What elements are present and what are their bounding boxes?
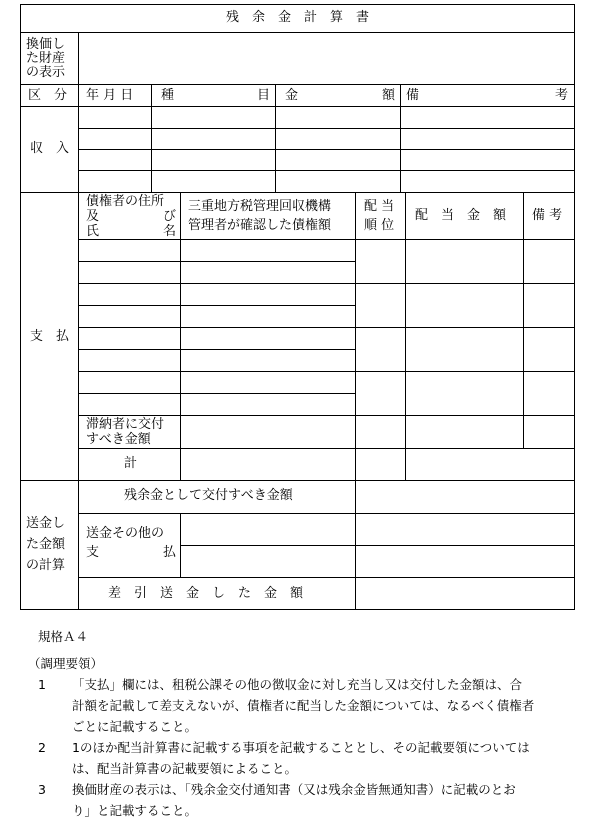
pay-head-rank-2: 順 位 bbox=[364, 218, 395, 233]
divider-pay-dividend bbox=[523, 192, 524, 448]
header-remark-start: 備 bbox=[406, 88, 420, 103]
other-payment-label-1: 送金その他の bbox=[86, 526, 165, 541]
note-line: 「支払」欄には、租税公課その他の徴収金に対し充当し又は交付した金額は、合 bbox=[72, 677, 523, 692]
note-item bbox=[28, 779, 588, 821]
pay-head-remark: 備 考 bbox=[532, 208, 563, 223]
payment-label: 支 払 bbox=[30, 329, 70, 344]
pay-group-rule bbox=[78, 327, 575, 328]
border-left bbox=[20, 4, 21, 610]
header-date: 年 月 日 bbox=[86, 88, 134, 103]
header-amount-end: 額 bbox=[382, 88, 396, 103]
divider-pay-creditor bbox=[180, 192, 181, 480]
border-top bbox=[20, 4, 575, 5]
conversion-label-3: の表示 bbox=[26, 65, 66, 80]
pay-head-creditor-2a: 及 bbox=[86, 209, 100, 224]
divider-amount bbox=[400, 84, 401, 192]
pay-head-creditor-3b: 名 bbox=[163, 224, 177, 239]
note-number: 1 bbox=[38, 677, 46, 692]
net-remitted-label: 差 引 送 金 し た 金 額 bbox=[108, 586, 304, 601]
header-kubun: 区 分 bbox=[28, 88, 68, 103]
note-line: 計額を記載して差支えないが、債権者に配当した金額については、なるべく債権者 bbox=[72, 698, 535, 713]
pay-group-rule bbox=[78, 448, 575, 449]
header-item-start: 種 bbox=[161, 88, 175, 103]
income-label: 収 入 bbox=[30, 141, 70, 156]
remit-rule bbox=[180, 545, 575, 546]
divider-date bbox=[151, 84, 152, 192]
remit-label-3: の計算 bbox=[26, 558, 66, 573]
notes-heading: （調理要領） bbox=[28, 656, 104, 671]
header-amount-start: 金 bbox=[285, 88, 299, 103]
total-label: 計 bbox=[124, 456, 138, 471]
pay-head-dividend: 配 当 金 額 bbox=[415, 208, 507, 223]
pay-group-rule bbox=[78, 371, 575, 372]
income-row-rule bbox=[78, 128, 575, 129]
rule-title bbox=[20, 32, 575, 33]
delinquent-label-1: 滞納者に交付 bbox=[86, 417, 165, 432]
residual-calculation-form bbox=[20, 4, 574, 610]
size-spec: 規格Ａ４ bbox=[38, 629, 89, 644]
pay-head-creditor-2b: び bbox=[163, 209, 177, 224]
divider-pay-confirmed bbox=[355, 192, 356, 480]
remit-rule bbox=[78, 513, 575, 514]
border-right bbox=[574, 4, 575, 610]
divider-left bbox=[78, 32, 79, 610]
income-row-rule bbox=[78, 170, 575, 171]
pay-head-creditor-3a: 氏 bbox=[86, 224, 100, 239]
other-payment-label-2b: 払 bbox=[163, 545, 177, 560]
pay-sub-rule bbox=[78, 261, 356, 262]
other-payment-label-2a: 支 bbox=[86, 545, 100, 560]
conversion-label-1: 換価し bbox=[26, 37, 66, 52]
pay-head-creditor-1: 債権者の住所 bbox=[86, 194, 165, 209]
income-row-rule bbox=[78, 149, 575, 150]
rule-conversion bbox=[20, 84, 575, 85]
note-line: 換価財産の表示は、「残余金交付通知書（又は残余金皆無通知書）に記載のとお bbox=[72, 782, 516, 797]
pay-group-rule bbox=[78, 415, 575, 416]
pay-head-rank-1: 配 当 bbox=[364, 199, 395, 214]
form-title: 残 余 金 計 算 書 bbox=[225, 10, 369, 25]
pay-sub-rule bbox=[78, 393, 356, 394]
pay-group-rule bbox=[78, 283, 575, 284]
rule-header bbox=[20, 106, 575, 107]
notes-section bbox=[28, 626, 588, 821]
note-line: ごとに記載すること。 bbox=[72, 719, 198, 734]
delinquent-label-2: すべき金額 bbox=[86, 432, 151, 447]
note-line: は、配当計算書の記載要領によること。 bbox=[72, 761, 298, 776]
rule-income-end bbox=[20, 192, 575, 193]
header-item-end: 目 bbox=[257, 88, 271, 103]
pay-head-confirmed-2: 管理者が確認した債権額 bbox=[188, 218, 332, 233]
note-line: り」と記載すること。 bbox=[72, 803, 198, 818]
remit-rule bbox=[78, 577, 575, 578]
note-item bbox=[28, 737, 588, 779]
pay-head-confirmed-1: 三重地方税管理回収機構 bbox=[188, 199, 332, 214]
note-line: 1のほか配当計算書に記載する事項を記載することとし、その記載要領については bbox=[72, 740, 530, 755]
pay-sub-rule bbox=[78, 349, 356, 350]
divider-pay-rank bbox=[405, 192, 406, 480]
pay-sub-rule bbox=[78, 305, 356, 306]
header-remark-end: 考 bbox=[555, 88, 569, 103]
rule-payment-end bbox=[20, 480, 575, 481]
divider-item bbox=[275, 84, 276, 192]
conversion-label-2: た財産 bbox=[26, 51, 66, 66]
note-number: 3 bbox=[38, 782, 46, 797]
remit-label-1: 送金し bbox=[26, 516, 66, 531]
note-number: 2 bbox=[38, 740, 46, 755]
note-item bbox=[28, 674, 588, 737]
residual-payable-label: 残余金として交付すべき金額 bbox=[124, 488, 293, 503]
pay-header-rule bbox=[78, 239, 575, 240]
border-bottom bbox=[20, 609, 575, 610]
remit-label-2: た金額 bbox=[26, 537, 66, 552]
